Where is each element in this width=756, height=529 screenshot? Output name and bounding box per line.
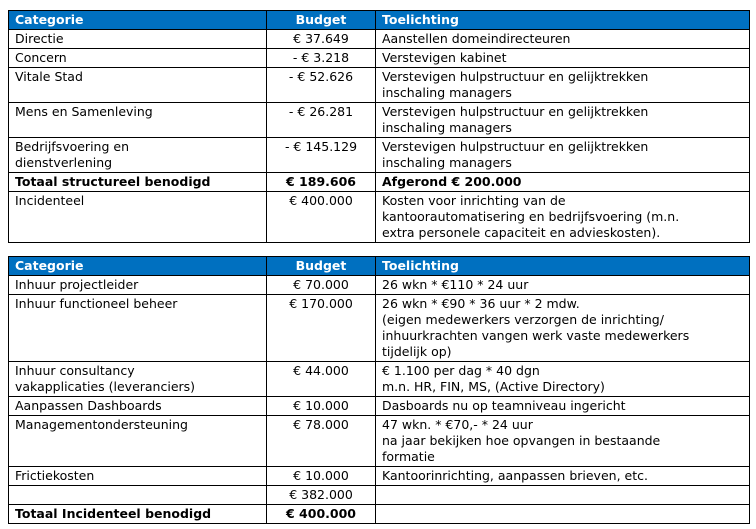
- explanation-cell-line: Kosten voor inrichting van de: [382, 193, 566, 208]
- category-cell: [9, 467, 267, 486]
- category-cell: [9, 505, 267, 524]
- total-row: [9, 505, 750, 524]
- table-row: [9, 30, 750, 49]
- explanation-cell-line: inhuurkrachten vangen werk vaste medewerkers: [382, 328, 690, 343]
- category-cell: [9, 138, 267, 173]
- table-body: [9, 276, 750, 524]
- table-row: [9, 416, 750, 467]
- explanation-cell: [376, 467, 750, 486]
- incidental-row: [9, 192, 750, 243]
- budget-cell: [267, 467, 376, 486]
- explanation-cell-line: Verstevigen hulpstructuur en gelijktrekken: [382, 139, 649, 154]
- budget-cell-line: - € 26.281: [288, 104, 354, 119]
- category-cell-line: Inhuur functioneel beheer: [15, 296, 178, 311]
- explanation-cell-line: extra personele capaciteit en advieskosten).: [382, 225, 661, 240]
- table-row: [9, 103, 750, 138]
- table-row: [9, 295, 750, 362]
- table-header-row: [9, 11, 750, 30]
- table-row: [9, 486, 750, 505]
- budget-cell: [267, 138, 376, 173]
- category-cell-line: dienstverlening: [15, 155, 113, 170]
- category-cell-line: Inhuur consultancy: [15, 363, 135, 378]
- table-row: [9, 138, 750, 173]
- category-cell: [9, 397, 267, 416]
- table-row: [9, 397, 750, 416]
- total-row: [9, 173, 750, 192]
- explanation-cell-line: inschaling managers: [382, 120, 512, 135]
- budget-cell-line: € 10.000: [293, 468, 349, 483]
- header-budget: Budget: [267, 11, 376, 30]
- explanation-cell-line: na jaar bekijken hoe opvangen in bestaande: [382, 433, 661, 448]
- incidental-budget-table: [8, 256, 750, 524]
- explanation-cell: [376, 505, 750, 524]
- explanation-cell-line: 26 wkn * €110 * 24 uur: [382, 277, 529, 292]
- category-cell: [9, 362, 267, 397]
- table-row: [9, 49, 750, 68]
- budget-cell: [267, 362, 376, 397]
- explanation-cell: [376, 68, 750, 103]
- budget-cell-line: € 189.606: [286, 174, 356, 189]
- explanation-cell: [376, 30, 750, 49]
- budget-cell-line: - € 145.129: [284, 139, 358, 154]
- explanation-cell-line: inschaling managers: [382, 155, 512, 170]
- category-cell-line: Frictiekosten: [15, 468, 95, 483]
- budget-cell-line: € 10.000: [293, 398, 349, 413]
- category-cell: [9, 416, 267, 467]
- budget-cell-line: € 400.000: [286, 506, 356, 521]
- table-row: [9, 68, 750, 103]
- budget-cell-line: € 37.649: [293, 31, 349, 46]
- structural-budget-table: [8, 10, 750, 243]
- category-cell-line: Bedrijfsvoering en: [15, 139, 129, 154]
- budget-cell: [267, 192, 376, 243]
- category-cell-line: Directie: [15, 31, 64, 46]
- category-cell-line: Vitale Stad: [15, 69, 83, 84]
- explanation-cell: [376, 276, 750, 295]
- category-cell: [9, 103, 267, 138]
- category-cell-line: Managementondersteuning: [15, 417, 188, 432]
- budget-cell-line: € 70.000: [293, 277, 349, 292]
- category-cell-line: Concern: [15, 50, 67, 65]
- budget-cell: [267, 173, 376, 192]
- explanation-cell-line: 47 wkn. * €70,- * 24 uur: [382, 417, 533, 432]
- budget-cell: [267, 486, 376, 505]
- category-cell-line: Aanpassen Dashboards: [15, 398, 162, 413]
- explanation-cell-line: formatie: [382, 449, 435, 464]
- explanation-cell: [376, 138, 750, 173]
- explanation-cell-line: Aanstellen domeindirecteuren: [382, 31, 571, 46]
- table-row: [9, 276, 750, 295]
- budget-cell: [267, 49, 376, 68]
- category-cell-line: Inhuur projectleider: [15, 277, 139, 292]
- explanation-cell-line: [382, 506, 743, 522]
- explanation-cell-line: kantoorautomatisering en bedrijfsvoering (m.n.: [382, 209, 680, 224]
- budget-cell: [267, 295, 376, 362]
- budget-cell: [267, 68, 376, 103]
- explanation-cell-line: [382, 487, 743, 503]
- table-row: [9, 467, 750, 486]
- category-cell: [9, 49, 267, 68]
- table-body: [9, 30, 750, 243]
- budget-cell: [267, 505, 376, 524]
- explanation-cell-line: tijdelijk op): [382, 344, 452, 359]
- category-cell-line: Totaal Incidenteel benodigd: [15, 506, 212, 521]
- header-categorie: Categorie: [9, 257, 267, 276]
- explanation-cell-line: Verstevigen hulpstructuur en gelijktrekken: [382, 104, 649, 119]
- category-cell: [9, 276, 267, 295]
- category-cell-line: Incidenteel: [15, 193, 85, 208]
- explanation-cell-line: € 1.100 per dag * 40 dgn: [382, 363, 540, 378]
- category-cell: [9, 68, 267, 103]
- budget-cell-line: € 400.000: [289, 193, 353, 208]
- header-categorie: Categorie: [9, 11, 267, 30]
- explanation-cell-line: Verstevigen kabinet: [382, 50, 507, 65]
- category-cell: [9, 295, 267, 362]
- explanation-cell: [376, 295, 750, 362]
- table-row: [9, 362, 750, 397]
- explanation-cell-line: Dasboards nu op teamniveau ingericht: [382, 398, 626, 413]
- budget-cell-line: € 78.000: [293, 417, 349, 432]
- explanation-cell-line: (eigen medewerkers verzorgen de inrichting/: [382, 312, 664, 327]
- category-cell: [9, 30, 267, 49]
- explanation-cell: [376, 49, 750, 68]
- category-cell: [9, 486, 267, 505]
- category-cell-line: Mens en Samenleving: [15, 104, 153, 119]
- category-cell-line: vakapplicaties (leveranciers): [15, 379, 196, 394]
- budget-cell: [267, 397, 376, 416]
- budget-cell: [267, 416, 376, 467]
- explanation-cell: [376, 103, 750, 138]
- explanation-cell-line: inschaling managers: [382, 85, 512, 100]
- category-cell-line: [15, 487, 260, 503]
- explanation-cell: [376, 362, 750, 397]
- explanation-cell-line: Kantoorinrichting, aanpassen brieven, etc.: [382, 468, 648, 483]
- explanation-cell: [376, 192, 750, 243]
- header-toelichting: Toelichting: [376, 257, 750, 276]
- budget-cell: [267, 103, 376, 138]
- budget-cell-line: - € 52.626: [288, 69, 354, 84]
- category-cell: [9, 192, 267, 243]
- explanation-cell-line: 26 wkn * €90 * 36 uur * 2 mdw.: [382, 296, 580, 311]
- category-cell-line: Totaal structureel benodigd: [15, 174, 211, 189]
- budget-cell-line: € 170.000: [289, 296, 353, 311]
- category-cell: [9, 173, 267, 192]
- budget-cell-line: € 382.000: [289, 487, 353, 502]
- explanation-cell: [376, 397, 750, 416]
- explanation-cell-line: m.n. HR, FIN, MS, (Active Directory): [382, 379, 605, 394]
- budget-cell: [267, 30, 376, 49]
- explanation-cell: [376, 486, 750, 505]
- header-budget: Budget: [267, 257, 376, 276]
- budget-cell: [267, 276, 376, 295]
- budget-cell-line: - € 3.218: [292, 50, 350, 65]
- header-toelichting: Toelichting: [376, 11, 750, 30]
- explanation-cell: [376, 416, 750, 467]
- explanation-cell-line: Afgerond € 200.000: [382, 174, 522, 189]
- explanation-cell-line: Verstevigen hulpstructuur en gelijktrekken: [382, 69, 649, 84]
- table-header-row: [9, 257, 750, 276]
- explanation-cell: [376, 173, 750, 192]
- budget-cell-line: € 44.000: [293, 363, 349, 378]
